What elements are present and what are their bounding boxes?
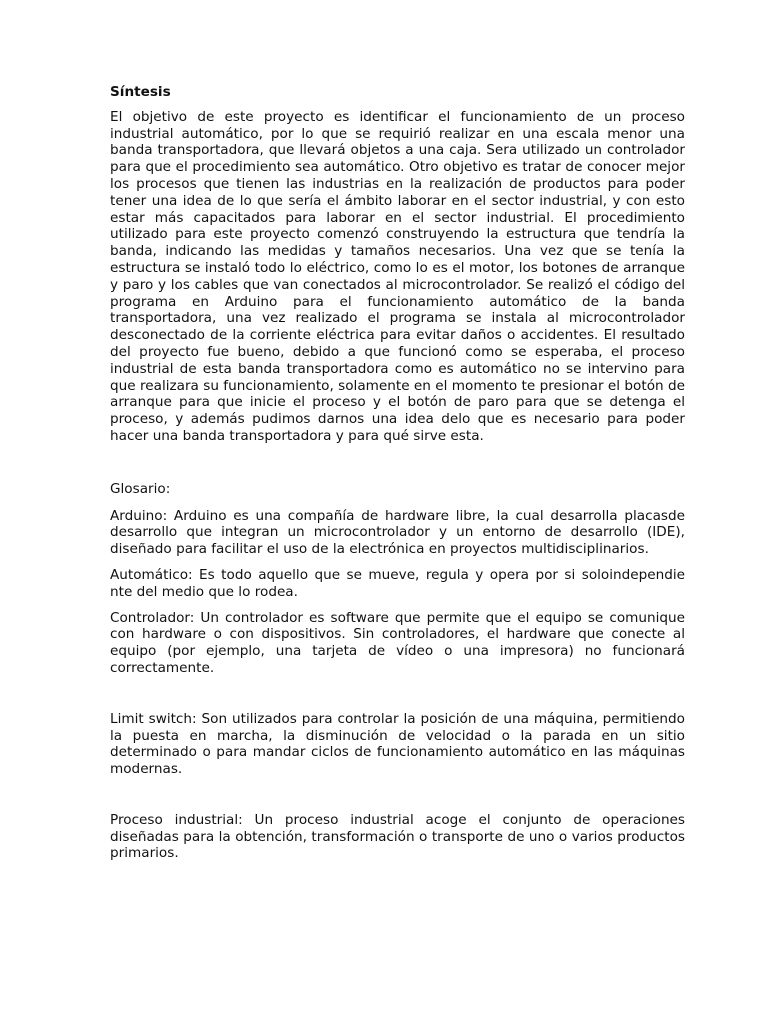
glossary-entry-limit-switch: Limit switch: Son utilizados para controlar la posición de una máquina, permitiendo la puesta en marcha, la disminución de velocidad o la parada en un sitio determinado o para mandar ciclos de funcionamiento automático en las máquinas modernas. xyxy=(110,710,685,778)
glossary-entry-automatico: Automático: Es todo aquello que se mueve, regula y opera por si soloindependie nte del medio que lo rodea. xyxy=(110,566,685,600)
glossary-entry-controlador: Controlador: Un controlador es software que permite que el equipo se comunique con hardware o con dispositivos. Sin controladores, el hardware que conecte al equipo (por ejemplo, una tarjeta de vídeo o una impresora) no funcionará correctamente. xyxy=(110,609,685,676)
glossary-entry-arduino: Arduino: Arduino es una compañía de hardware libre, la cual desarrolla placasde desarrollo que integran un microcontrolador y un entorno de desarrollo (IDE), diseñado para facilitar el uso de la electrónica en proyectos multidisciplinarios. xyxy=(110,507,685,558)
synthesis-paragraph: El objetivo de este proyecto es identificar el funcionamiento de un proceso industrial automático, por lo que se requirió realizar en una escala menor una banda transportadora, que llevará objetos a una caja. Sera utilizado un controlador para que el procedimiento sea automático. Otro objetivo es tratar de conocer mejor los procesos que tienen las industrias en la realización de productos para poder tener una idea de lo que sería el ámbito laborar en el sector industrial, y con esto estar más capacitados para laborar en el sector industrial. El procedimiento utilizado para este proyecto comenzó construyendo la estructura que tendría la banda, indicando las medidas y tamaños necesarios. Una vez que se tenía la estructura se instaló todo lo eléctrico, como lo es el motor, los botones de arranque y paro y los cables que van conectados al microcontrolador. Se realizó el código del programa en Arduino para el funcionamiento automático de la banda transportadora, una vez realizado el programa se instala al microcontrolador desconectado de la corriente eléctrica para evitar daños o accidentes. El resultado del proyecto fue bueno, debido a que funcionó como se esperaba, el proceso industrial de esta banda transportadora como es automático no se intervino para que realizara su funcionamiento, solamente en el momento te presionar el botón de arranque para que inicie el proceso y el botón de paro para que se detenga el proceso, y además pudimos darnos una idea delo que es necesario para poder hacer una banda transportadora y para qué sirve esta. xyxy=(110,108,685,444)
glossary-entry-proceso-industrial: Proceso industrial: Un proceso industrial acoge el conjunto de operaciones diseñadas para la obtención, transformación o transporte de uno o varios productos primarios. xyxy=(110,811,685,862)
glossary-heading: Glosario: xyxy=(110,480,171,497)
document-page xyxy=(110,84,685,871)
section-title: Síntesis xyxy=(110,84,171,100)
